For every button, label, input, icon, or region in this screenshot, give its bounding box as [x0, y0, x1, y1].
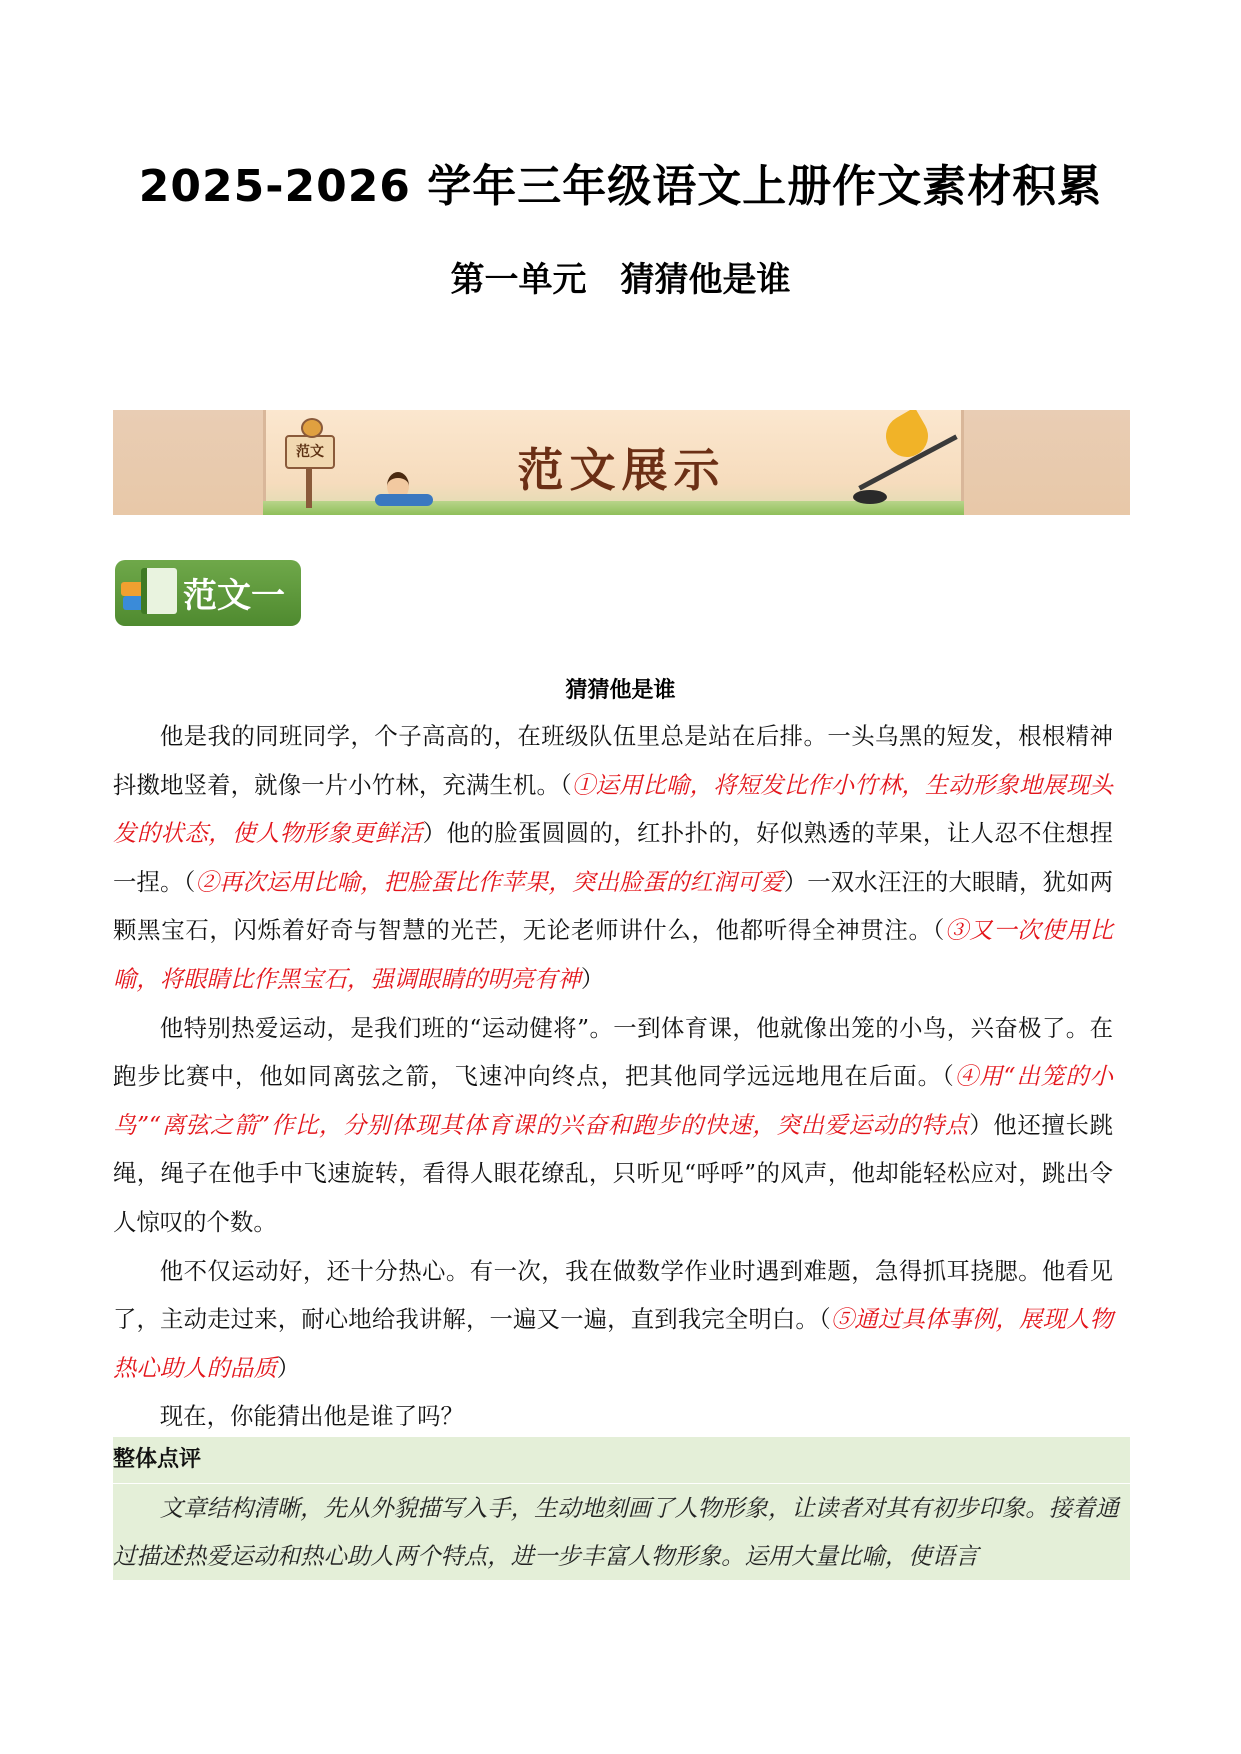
annotation: ①运用比喻，将短发比作小竹林，生动形象地展现头发的状态，使人物形象更鲜活: [113, 770, 1113, 848]
text: ）: [276, 1353, 301, 1382]
paragraph-3: [113, 1247, 1113, 1393]
banner-grass: [263, 501, 964, 515]
text: 他是我的同班同学，个子高高的，在班级队伍里总是站在后排。一头乌黑的短发，根根精神抖擞地竖着，就像一片小竹林，充满生机。（: [113, 722, 1113, 799]
section-banner: [113, 410, 1130, 515]
paragraph-4: 现在，你能猜出他是谁了吗？: [159, 1402, 464, 1431]
essay-title: 猜猜他是谁: [565, 678, 676, 703]
review-heading: 整体点评: [113, 1437, 1130, 1483]
document-title: 2025-2026 学年三年级语文上册作文素材积累: [138, 161, 1103, 212]
unit-subtitle: 第一单元 猜猜他是谁: [450, 260, 791, 300]
sign-board: 范文: [285, 435, 335, 469]
open-book-icon: [141, 568, 177, 614]
badge-label: 范文一: [183, 576, 285, 616]
essay-badge: [115, 560, 301, 626]
annotation: ③又一次使用比喻，将眼睛比作黑宝石，强调眼睛的明亮有神: [113, 916, 1114, 993]
text: ）他还擅长跳绳，绳子在他手中飞速旋转，看得人眼花缭乱，只听见“呼呼”的风声，他却能轻松应对，跳出令人惊叹的个数。: [113, 1110, 1114, 1236]
text: ）一双水汪汪的大眼睛，犹如两颗黑宝石，闪烁着好奇与智慧的光芒，无论老师讲什么，他都听得全神贯注。（: [113, 867, 1114, 945]
essay-body: [113, 712, 1113, 1441]
text: ）他的脸蛋圆圆的，红扑扑的，好似熟透的苹果，让人忍不住想捏一捏。（: [113, 819, 1113, 896]
text: ）: [580, 964, 605, 993]
text: 他不仅运动好，还十分热心。有一次，我在做数学作业时遇到难题，急得抓耳挠腮。他看见了，主动走过来，耐心地给我讲解，一遍又一遍，直到我完全明白。（: [113, 1256, 1113, 1334]
review-body: [113, 1484, 1130, 1580]
annotation: ⑤通过具体事例，展现人物热心助人的品质: [113, 1305, 1113, 1382]
banner-title: 范文展示: [517, 443, 726, 497]
review-text: 文章结构清晰，先从外貌描写入手，生动地刻画了人物形象，让读者对其有初步印象。接着通过描述热爱运动和热心助人两个特点，进一步丰富人物形象。运用大量比喻，使语言: [113, 1494, 1119, 1570]
paragraph-2: [113, 1004, 1113, 1247]
paragraph-1: [113, 712, 1113, 1004]
annotation: ④用“出笼的小鸟”“离弦之箭”作比，分别体现其体育课的兴奋和跑步的快速，突出爱运动的特点: [113, 1062, 1113, 1139]
text: 他特别热爱运动，是我们班的“运动健将”。一到体育课，他就像出笼的小鸟，兴奋极了。在跑步比赛中，他如同离弦之箭，飞速冲向终点，把其他同学远远地甩在后面。（: [113, 1013, 1113, 1091]
annotation: ②再次运用比喻，把脸蛋比作苹果，突出脸蛋的红润可爱: [195, 867, 784, 896]
